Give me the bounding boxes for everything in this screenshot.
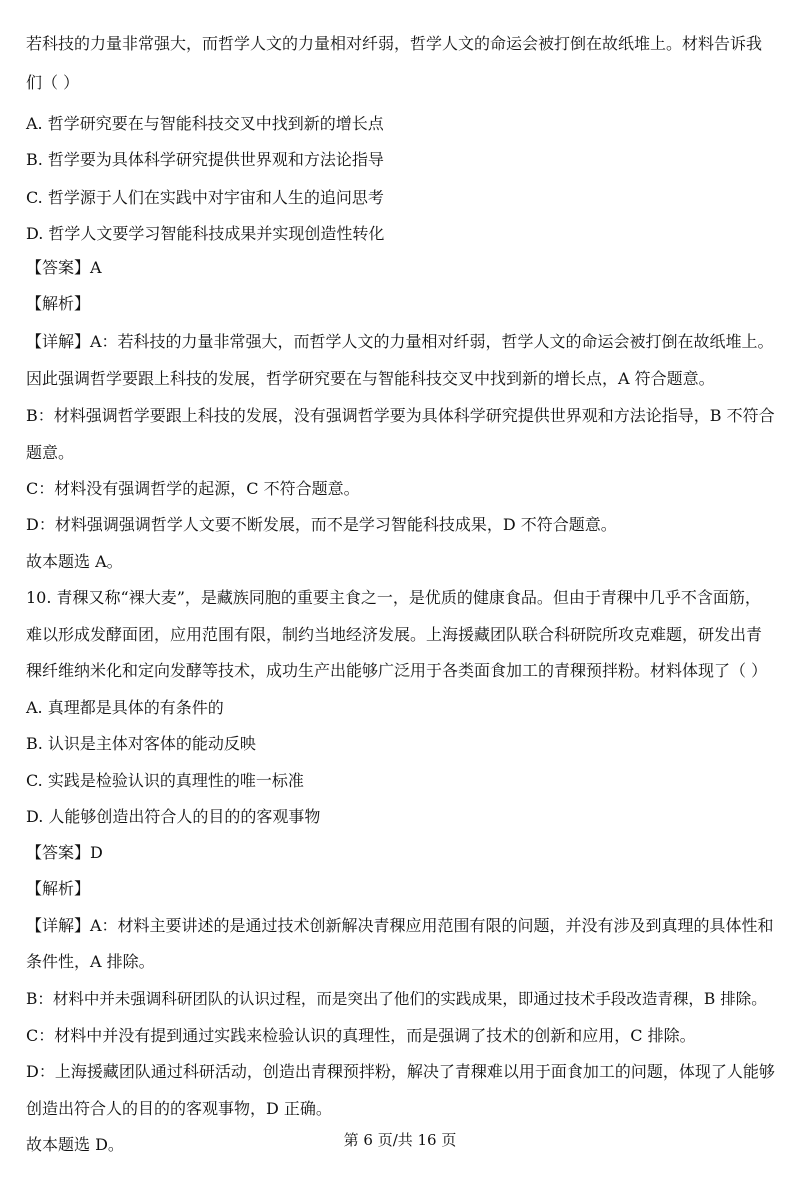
q10-stem-line-2: 难以形成发酵面团，应用范围有限，制约当地经济发展。上海援藏团队联合科研院所攻克难题，研发出青 [26,625,763,644]
q10-option-a: A. 真理都是具体的有条件的 [26,698,224,717]
q9-detail-line-1: 【详解】A：若科技的力量非常强大，而哲学人文的力量相对纤弱，哲学人文的命运会被打倒在故纸堆上。 [26,332,774,351]
q10-stem-line-3: 稞纤维纳米化和定向发酵等技术，成功生产出能够广泛用于各类面食加工的青稞预拌粉。材料体现了（ ） [26,661,768,680]
q10-detail-line-3: B：材料中并未强调科研团队的认识过程，而是突出了他们的实践成果，即通过技术手段改造青稞，B 排除。 [26,990,767,1008]
q10-detail-line-2: 条件性，A 排除。 [26,952,155,971]
q10-detail-line-5: D：上海援藏团队通过科研活动，创造出青稞预拌粉，解决了青稞难以用于面食加工的问题，体现了人能够 [26,1062,775,1081]
q10-option-b: B. 认识是主体对客体的能动反映 [26,734,256,753]
q9-detail-line-3: B：材料强调哲学要跟上科技的发展，没有强调哲学要为具体科学研究提供世界观和方法论指导，B 不符合 [26,406,775,425]
q10-detail-line-6: 创造出符合人的目的的客观事物，D 正确。 [26,1099,332,1118]
q10-detail-line-1: 【详解】A：材料主要讲述的是通过技术创新解决青稞应用范围有限的问题，并没有涉及到真理的具体性和 [26,916,774,935]
q9-detail-line-6: D：材料强调强调哲学人文要不断发展，而不是学习智能科技成果，D 不符合题意。 [26,515,617,534]
q10-option-d: D. 人能够创造出符合人的目的的客观事物 [26,807,321,826]
page-footer: 第 6 页/共 16 页 [343,1131,457,1149]
q9-answer: 【答案】A [26,258,102,277]
q9-detail-line-2: 因此强调哲学要跟上科技的发展，哲学研究要在与智能科技交叉中找到新的增长点，A 符合题意。 [26,369,715,388]
q10-stem-line-1: 10. 青稞又称“裸大麦”，是藏族同胞的重要主食之一，是优质的健康食品。但由于青稞中几乎不含面筋， [26,588,761,607]
q9-analysis-label: 【解析】 [26,294,91,313]
q9-option-a: A. 哲学研究要在与智能科技交叉中找到新的增长点 [26,114,384,133]
q10-detail-line-7: 故本题选 D。 [26,1135,124,1154]
q9-stem-line-1: 若科技的力量非常强大，而哲学人文的力量相对纤弱，哲学人文的命运会被打倒在故纸堆上。材料告诉我 [26,34,763,53]
q9-detail-line-4: 题意。 [26,443,75,462]
q10-answer: 【答案】D [26,843,103,862]
q9-option-d: D. 哲学人文要学习智能科技成果并实现创造性转化 [26,224,385,243]
q9-detail-line-7: 故本题选 A。 [26,552,123,571]
q9-detail-line-5: C：材料没有强调哲学的起源，C 不符合题意。 [26,479,360,498]
q9-stem-line-2: 们（ ） [26,73,80,92]
q10-analysis-label: 【解析】 [26,879,91,898]
q10-option-c: C. 实践是检验认识的真理性的唯一标准 [26,771,304,790]
q9-option-b: B. 哲学要为具体科学研究提供世界观和方法论指导 [26,150,384,169]
q9-option-c: C. 哲学源于人们在实践中对宇宙和人生的追问思考 [26,188,384,207]
q10-detail-line-4: C：材料中并没有提到通过实践来检验认识的真理性，而是强调了技术的创新和应用，C 排除。 [26,1026,696,1045]
